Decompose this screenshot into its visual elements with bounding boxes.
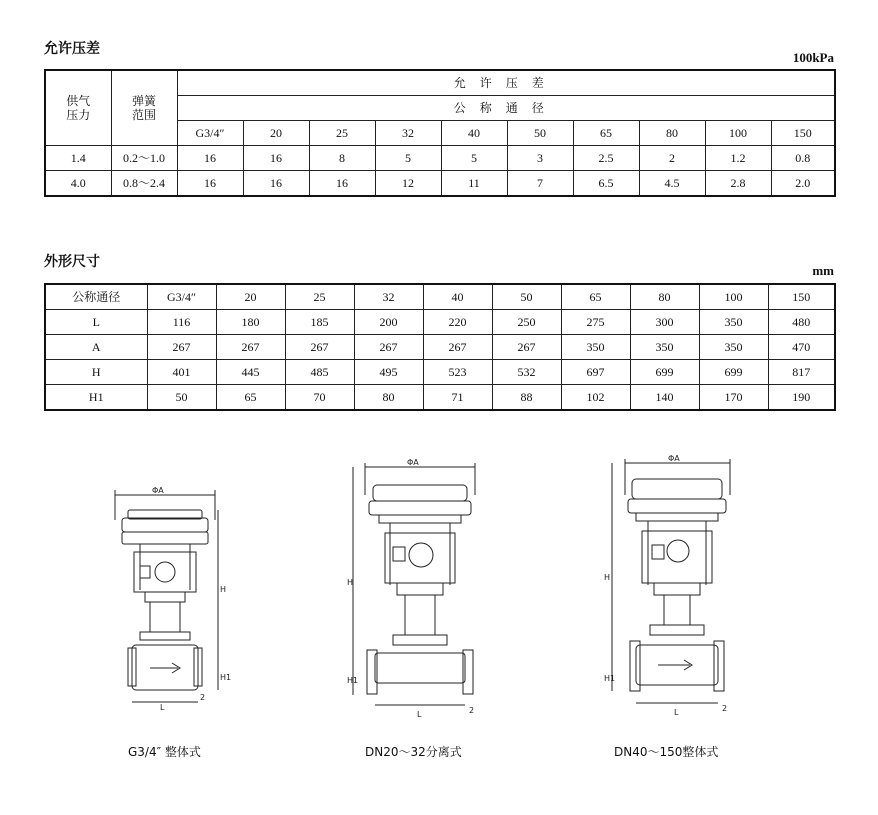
header-nominal-label: 公称通径	[45, 284, 147, 310]
value-cell: 7	[507, 171, 573, 197]
value-cell: 817	[768, 360, 835, 385]
spring-cell: 0.2～1.0	[111, 146, 177, 171]
value-cell: 495	[354, 360, 423, 385]
value-cell: 180	[216, 310, 285, 335]
valve-drawing-svg	[600, 455, 750, 720]
header-nominal-diameter: 公称通径	[177, 96, 835, 121]
dim-label-h1: H1	[220, 673, 232, 682]
value-cell: 50	[147, 385, 216, 411]
dim-label-l: L	[160, 703, 165, 712]
note-label: 2	[469, 706, 475, 715]
value-cell: 6.5	[573, 171, 639, 197]
dim-label-a: ΦA	[152, 486, 164, 495]
value-cell: 350	[561, 335, 630, 360]
value-cell: 5	[441, 146, 507, 171]
size-header: 20	[243, 121, 309, 146]
figure-caption-g34: G3/4″ 整体式	[128, 745, 201, 759]
table-row	[45, 360, 835, 385]
value-cell: 11	[441, 171, 507, 197]
note-label: 2	[200, 693, 206, 702]
dim-label-h: H	[220, 585, 227, 594]
valve-drawing-svg	[345, 455, 495, 720]
value-cell: 1.2	[705, 146, 771, 171]
value-cell: 699	[699, 360, 768, 385]
value-cell: 5	[375, 146, 441, 171]
supply-cell: 4.0	[45, 171, 111, 197]
value-cell: 170	[699, 385, 768, 411]
value-cell: 65	[216, 385, 285, 411]
dim-label-l: L	[674, 708, 679, 717]
value-cell: 485	[285, 360, 354, 385]
value-cell: 697	[561, 360, 630, 385]
value-cell: 267	[492, 335, 561, 360]
size-header: G3/4″	[177, 121, 243, 146]
dimensions-table	[44, 283, 836, 411]
value-cell: 267	[354, 335, 423, 360]
value-cell: 16	[309, 171, 375, 197]
value-cell: 220	[423, 310, 492, 335]
value-cell: 190	[768, 385, 835, 411]
valve-drawing-dn40-150	[600, 455, 750, 724]
value-cell: 267	[285, 335, 354, 360]
value-cell: 267	[423, 335, 492, 360]
figure-caption-dn20-32: DN20～32分离式	[365, 745, 462, 759]
value-cell: 12	[375, 171, 441, 197]
value-cell: 2.0	[771, 171, 835, 197]
table-row	[45, 310, 835, 335]
value-cell: 470	[768, 335, 835, 360]
row-label: A	[45, 335, 147, 360]
size-header: 50	[507, 121, 573, 146]
header-supply-pressure: 供气 压力	[45, 70, 111, 146]
value-cell: 532	[492, 360, 561, 385]
value-cell: 350	[699, 310, 768, 335]
value-cell: 116	[147, 310, 216, 335]
section-title-allowed-pressure: 允许压差	[44, 41, 100, 57]
figure-caption-dn40-150: DN40～150整体式	[614, 745, 719, 759]
dim-label-h1: H1	[347, 676, 359, 685]
row-label: H	[45, 360, 147, 385]
value-cell: 3	[507, 146, 573, 171]
table-row	[45, 335, 835, 360]
size-header: 25	[285, 284, 354, 310]
value-cell: 16	[177, 146, 243, 171]
value-cell: 401	[147, 360, 216, 385]
valve-drawing-svg	[100, 480, 230, 715]
value-cell: 0.8	[771, 146, 835, 171]
table-row	[45, 171, 835, 197]
dim-label-l: L	[417, 710, 422, 719]
size-header: 80	[639, 121, 705, 146]
table-row	[45, 385, 835, 411]
spring-cell: 0.8～2.4	[111, 171, 177, 197]
value-cell: 350	[630, 335, 699, 360]
size-header: 50	[492, 284, 561, 310]
size-header: 150	[771, 121, 835, 146]
note-label: 2	[722, 704, 728, 713]
size-header: 100	[705, 121, 771, 146]
value-cell: 523	[423, 360, 492, 385]
value-cell: 2.8	[705, 171, 771, 197]
size-header: 150	[768, 284, 835, 310]
value-cell: 200	[354, 310, 423, 335]
value-cell: 71	[423, 385, 492, 411]
size-header: 80	[630, 284, 699, 310]
value-cell: 88	[492, 385, 561, 411]
valve-drawing-dn20-32	[345, 455, 495, 724]
value-cell: 445	[216, 360, 285, 385]
size-header: 20	[216, 284, 285, 310]
value-cell: 80	[354, 385, 423, 411]
value-cell: 275	[561, 310, 630, 335]
dim-label-a: ΦA	[668, 454, 680, 463]
size-header: 32	[354, 284, 423, 310]
size-header: 65	[561, 284, 630, 310]
value-cell: 250	[492, 310, 561, 335]
dim-label-h: H	[604, 573, 611, 582]
size-header: 25	[309, 121, 375, 146]
dim-label-h: H	[347, 578, 354, 587]
value-cell: 699	[630, 360, 699, 385]
value-cell: 70	[285, 385, 354, 411]
size-header: 40	[423, 284, 492, 310]
valve-drawing-g34	[100, 480, 230, 719]
size-header: 40	[441, 121, 507, 146]
value-cell: 8	[309, 146, 375, 171]
size-header: 100	[699, 284, 768, 310]
size-header: G3/4″	[147, 284, 216, 310]
value-cell: 4.5	[639, 171, 705, 197]
unit-label-kpa: 100kPa	[792, 50, 834, 65]
value-cell: 16	[243, 146, 309, 171]
header-spring-range: 弹簧 范围	[111, 70, 177, 146]
unit-label-mm: mm	[812, 263, 834, 278]
supply-cell: 1.4	[45, 146, 111, 171]
section-title-dimensions: 外形尺寸	[44, 254, 100, 270]
header-allowed-diff: 允许压差	[177, 70, 835, 96]
value-cell: 480	[768, 310, 835, 335]
size-header: 65	[573, 121, 639, 146]
value-cell: 300	[630, 310, 699, 335]
value-cell: 2	[639, 146, 705, 171]
value-cell: 16	[243, 171, 309, 197]
value-cell: 267	[147, 335, 216, 360]
value-cell: 267	[216, 335, 285, 360]
allowed-pressure-table	[44, 69, 836, 197]
value-cell: 350	[699, 335, 768, 360]
dim-label-h1: H1	[604, 674, 616, 683]
value-cell: 16	[177, 171, 243, 197]
value-cell: 2.5	[573, 146, 639, 171]
dim-label-a: ΦA	[407, 458, 419, 467]
table-row	[45, 146, 835, 171]
value-cell: 140	[630, 385, 699, 411]
row-label: H1	[45, 385, 147, 411]
value-cell: 185	[285, 310, 354, 335]
value-cell: 102	[561, 385, 630, 411]
row-label: L	[45, 310, 147, 335]
size-header: 32	[375, 121, 441, 146]
